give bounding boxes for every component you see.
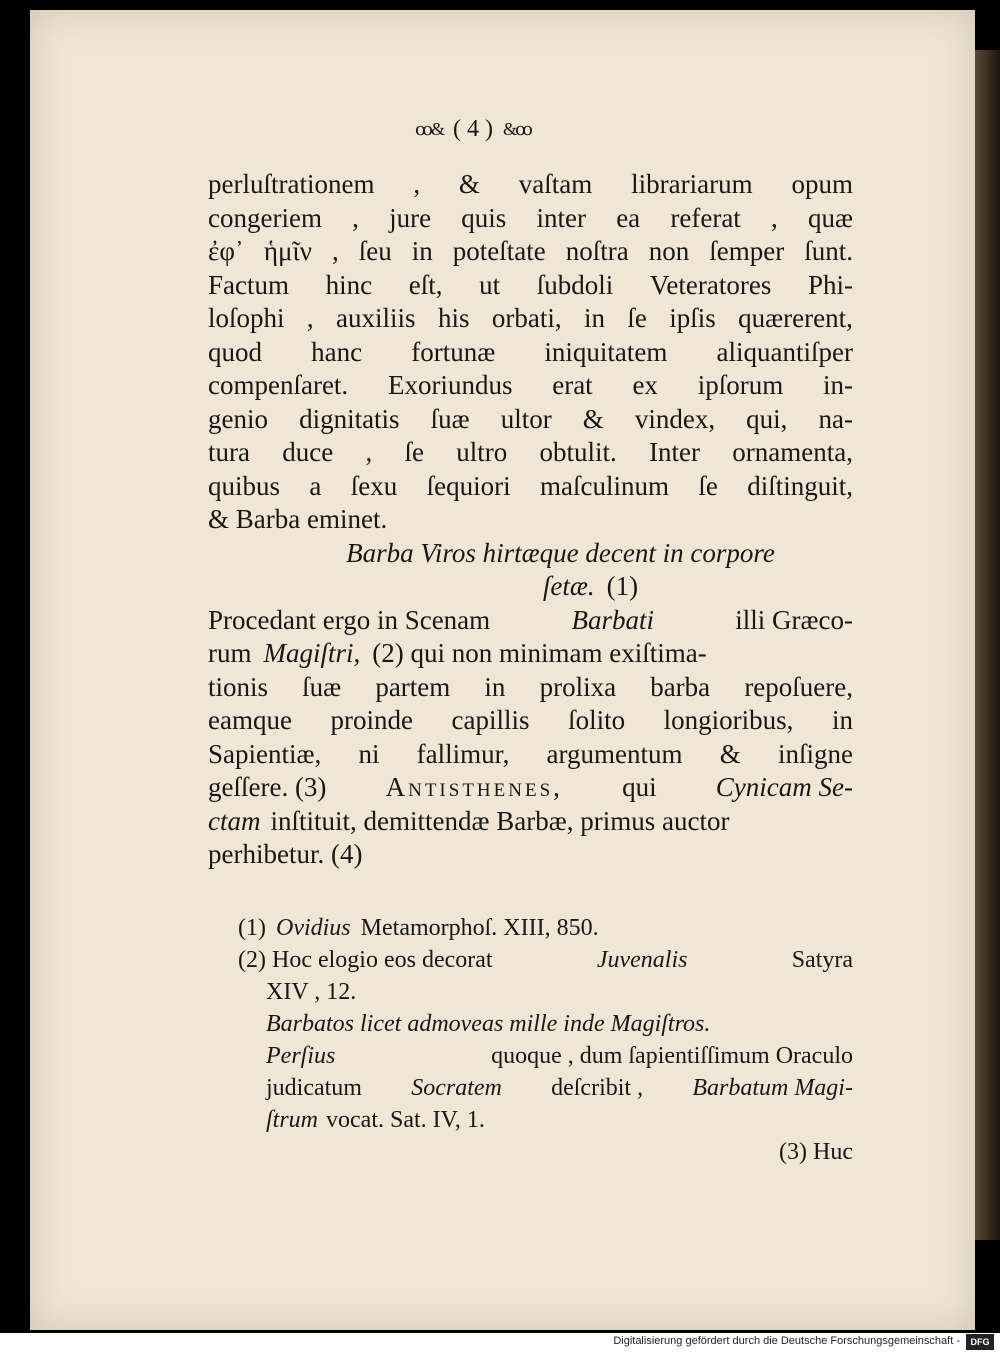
text-line: perluſtrationem , & vaſtam librariarum opum	[208, 169, 853, 199]
text-line: congeriem , jure quis inter ea referat , quæ	[208, 202, 853, 233]
footer-bar	[0, 1333, 1000, 1353]
text-line: genio dignitatis ſuæ ultor & vindex, qui, na-	[208, 403, 853, 434]
text-line: quod hanc fortunæ iniquitatem aliquantiſper	[208, 336, 853, 367]
italic-span: Perſius	[266, 1043, 336, 1069]
footer-credit: Digitalisierung gefördert durch die Deutsche Forschungsgemeinschaft -	[613, 1335, 960, 1347]
main-text	[208, 168, 853, 872]
footnote-2-cont: XIV , 12.	[266, 979, 357, 1005]
text-line	[208, 771, 853, 805]
italic-span: Barbatum Magi-	[692, 1075, 853, 1101]
italic-span: ſtrum	[266, 1107, 319, 1133]
text-line: loſophi , auxiliis his orbati, in ſe ipſis quærerent,	[208, 303, 853, 333]
text-line	[208, 805, 853, 839]
text-span: (2) Hoc elogio eos decorat	[238, 947, 493, 973]
text-line: perhibetur. (4)	[208, 839, 363, 869]
text-span: quoque , dum ſapientiſſimum Oraculo	[491, 1043, 853, 1069]
text-span: Satyra	[791, 947, 853, 973]
footnote-quote: Barbatos licet admoveas mille inde Magiſtros.	[266, 1011, 711, 1037]
text-line	[208, 637, 853, 671]
text-span: judicatum	[266, 1075, 362, 1101]
ornament-right: &ꝏ	[502, 119, 531, 139]
text-line: Sapientiæ, ni fallimur, argumentum & inſigne	[208, 738, 853, 769]
text-line: tionis ſuæ partem in prolixa barba repoſuere,	[208, 671, 853, 702]
footnotes	[238, 912, 853, 1168]
footnote-line	[238, 1040, 853, 1072]
text-line: Factum hinc eſt, ut ſubdoli Veteratores Phi-	[208, 269, 853, 300]
text-span: (1)	[238, 915, 266, 941]
footnote-line	[238, 1104, 853, 1136]
smallcaps-span: Antisthenes,	[385, 772, 563, 802]
text-span: inſtituit, demittendæ Barbæ, primus auctor	[270, 805, 730, 836]
catchword: (3) Huc	[779, 1139, 853, 1165]
verse-line-2	[208, 570, 853, 604]
italic-span: Ovidius	[275, 915, 351, 941]
verse-ref: (1)	[606, 571, 639, 601]
footnote-2	[238, 944, 853, 976]
text-span: qui	[622, 772, 657, 802]
page-edge	[975, 50, 1000, 1240]
text-span: deſcribit ,	[551, 1075, 644, 1101]
text-span: Procedant ergo in Scenam	[208, 604, 491, 635]
italic-span: Cynicam Se-	[715, 772, 853, 802]
verse-end: ſetæ.	[542, 571, 595, 601]
text-line	[208, 604, 853, 638]
text-span: geſſere. (3)	[208, 772, 327, 802]
italic-span: ctam	[208, 805, 261, 836]
italic-span: Juvenalis	[596, 947, 688, 973]
italic-span: Barbati	[571, 604, 654, 635]
verse-line-1: Barba Viros hirtæque decent in corpore	[346, 537, 775, 568]
text-span: vocat. Sat. IV, 1.	[326, 1107, 485, 1133]
text-line: eamque proinde capillis ſolito longioribus, in	[208, 705, 853, 735]
italic-span: Socratem	[411, 1075, 502, 1101]
text-span: rum	[208, 638, 252, 668]
footnote-line	[238, 1072, 853, 1104]
dfg-logo: DFG	[966, 1334, 994, 1350]
text-line: ἐφ᾽ ἡμῖν , ſeu in poteſtate noſtra non ſemper ſunt.	[208, 236, 853, 266]
text-line: quibus a ſexu ſequiori maſculinum ſe diſtinguit,	[208, 470, 853, 501]
text-span: illi Græco-	[735, 604, 853, 635]
text-line: & Barba eminet.	[208, 504, 388, 534]
footnote-1	[238, 912, 853, 944]
page-header	[415, 116, 655, 143]
italic-span: Magiſtri,	[263, 638, 361, 668]
page-number: ( 4 )	[452, 116, 493, 142]
text-span: (2) qui non minimam exiſtima-	[372, 638, 707, 668]
text-line: tura duce , ſe ultro obtulit. Inter ornamenta,	[208, 437, 853, 467]
ornament-left: ꝏ&	[415, 119, 443, 139]
text-span: Metamorphoſ. XIII, 850.	[360, 915, 599, 941]
text-line: compenſaret. Exoriundus erat ex ipſorum in-	[208, 370, 853, 400]
